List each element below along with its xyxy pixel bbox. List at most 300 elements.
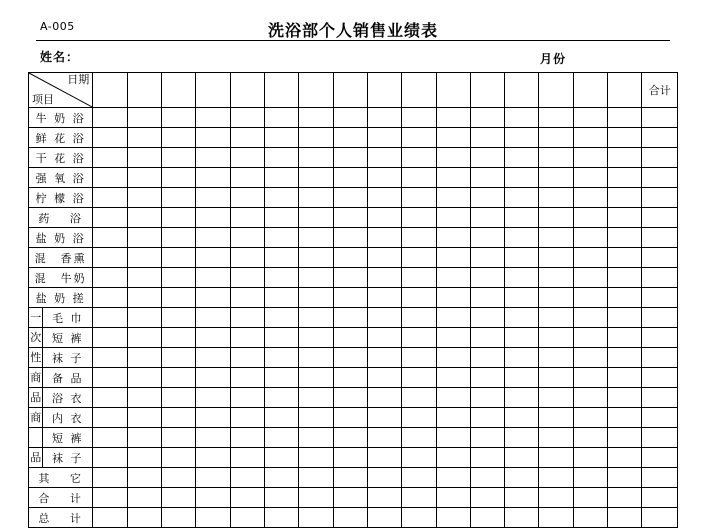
data-cell[interactable] bbox=[333, 128, 367, 148]
row-total-cell[interactable] bbox=[642, 208, 678, 228]
data-cell[interactable] bbox=[333, 308, 367, 328]
data-cell[interactable] bbox=[264, 108, 298, 128]
data-cell[interactable] bbox=[196, 268, 230, 288]
data-cell[interactable] bbox=[93, 188, 127, 208]
data-cell[interactable] bbox=[196, 228, 230, 248]
data-cell[interactable] bbox=[539, 348, 573, 368]
data-cell[interactable] bbox=[161, 428, 195, 448]
row-total-cell[interactable] bbox=[642, 128, 678, 148]
data-cell[interactable] bbox=[264, 188, 298, 208]
data-cell[interactable] bbox=[264, 248, 298, 268]
data-cell[interactable] bbox=[93, 508, 127, 528]
data-cell[interactable] bbox=[436, 128, 470, 148]
data-cell[interactable] bbox=[470, 488, 504, 508]
data-cell[interactable] bbox=[333, 228, 367, 248]
data-cell[interactable] bbox=[608, 468, 642, 488]
data-cell[interactable] bbox=[608, 248, 642, 268]
data-cell[interactable] bbox=[93, 268, 127, 288]
data-cell[interactable] bbox=[264, 488, 298, 508]
data-cell[interactable] bbox=[93, 428, 127, 448]
data-cell[interactable] bbox=[93, 168, 127, 188]
data-cell[interactable] bbox=[436, 228, 470, 248]
data-cell[interactable] bbox=[539, 248, 573, 268]
data-cell[interactable] bbox=[127, 168, 161, 188]
data-cell[interactable] bbox=[573, 248, 607, 268]
data-cell[interactable] bbox=[573, 488, 607, 508]
data-cell[interactable] bbox=[299, 128, 333, 148]
row-total-cell[interactable] bbox=[642, 168, 678, 188]
data-cell[interactable] bbox=[573, 408, 607, 428]
header-day-cell[interactable] bbox=[505, 73, 539, 108]
data-cell[interactable] bbox=[127, 228, 161, 248]
header-day-cell[interactable] bbox=[573, 73, 607, 108]
data-cell[interactable] bbox=[539, 168, 573, 188]
data-cell[interactable] bbox=[505, 348, 539, 368]
header-day-cell[interactable] bbox=[470, 73, 504, 108]
data-cell[interactable] bbox=[436, 428, 470, 448]
data-cell[interactable] bbox=[299, 408, 333, 428]
data-cell[interactable] bbox=[127, 288, 161, 308]
data-cell[interactable] bbox=[299, 348, 333, 368]
data-cell[interactable] bbox=[539, 408, 573, 428]
data-cell[interactable] bbox=[333, 188, 367, 208]
data-cell[interactable] bbox=[333, 428, 367, 448]
data-cell[interactable] bbox=[161, 508, 195, 528]
data-cell[interactable] bbox=[470, 468, 504, 488]
data-cell[interactable] bbox=[608, 268, 642, 288]
data-cell[interactable] bbox=[470, 168, 504, 188]
data-cell[interactable] bbox=[264, 308, 298, 328]
data-cell[interactable] bbox=[196, 188, 230, 208]
row-total-cell[interactable] bbox=[642, 468, 678, 488]
data-cell[interactable] bbox=[333, 168, 367, 188]
data-cell[interactable] bbox=[367, 388, 401, 408]
data-cell[interactable] bbox=[93, 148, 127, 168]
row-total-cell[interactable] bbox=[642, 388, 678, 408]
data-cell[interactable] bbox=[539, 488, 573, 508]
data-cell[interactable] bbox=[539, 508, 573, 528]
data-cell[interactable] bbox=[436, 388, 470, 408]
data-cell[interactable] bbox=[539, 148, 573, 168]
data-cell[interactable] bbox=[333, 268, 367, 288]
data-cell[interactable] bbox=[161, 288, 195, 308]
data-cell[interactable] bbox=[608, 228, 642, 248]
data-cell[interactable] bbox=[264, 408, 298, 428]
data-cell[interactable] bbox=[470, 428, 504, 448]
data-cell[interactable] bbox=[436, 508, 470, 528]
data-cell[interactable] bbox=[539, 368, 573, 388]
data-cell[interactable] bbox=[127, 468, 161, 488]
data-cell[interactable] bbox=[539, 468, 573, 488]
data-cell[interactable] bbox=[196, 248, 230, 268]
data-cell[interactable] bbox=[539, 428, 573, 448]
data-cell[interactable] bbox=[161, 408, 195, 428]
data-cell[interactable] bbox=[436, 268, 470, 288]
row-total-cell[interactable] bbox=[642, 148, 678, 168]
data-cell[interactable] bbox=[505, 508, 539, 528]
data-cell[interactable] bbox=[127, 308, 161, 328]
data-cell[interactable] bbox=[608, 408, 642, 428]
data-cell[interactable] bbox=[161, 268, 195, 288]
data-cell[interactable] bbox=[333, 208, 367, 228]
data-cell[interactable] bbox=[573, 228, 607, 248]
data-cell[interactable] bbox=[299, 208, 333, 228]
data-cell[interactable] bbox=[573, 428, 607, 448]
row-total-cell[interactable] bbox=[642, 228, 678, 248]
header-day-cell[interactable] bbox=[230, 73, 264, 108]
data-cell[interactable] bbox=[505, 488, 539, 508]
data-cell[interactable] bbox=[470, 388, 504, 408]
data-cell[interactable] bbox=[161, 308, 195, 328]
data-cell[interactable] bbox=[505, 388, 539, 408]
header-day-cell[interactable] bbox=[333, 73, 367, 108]
data-cell[interactable] bbox=[93, 388, 127, 408]
data-cell[interactable] bbox=[127, 208, 161, 228]
data-cell[interactable] bbox=[367, 128, 401, 148]
data-cell[interactable] bbox=[367, 268, 401, 288]
data-cell[interactable] bbox=[127, 108, 161, 128]
data-cell[interactable] bbox=[196, 308, 230, 328]
data-cell[interactable] bbox=[436, 168, 470, 188]
data-cell[interactable] bbox=[230, 348, 264, 368]
data-cell[interactable] bbox=[539, 108, 573, 128]
data-cell[interactable] bbox=[470, 308, 504, 328]
data-cell[interactable] bbox=[299, 448, 333, 468]
row-total-cell[interactable] bbox=[642, 408, 678, 428]
data-cell[interactable] bbox=[505, 128, 539, 148]
data-cell[interactable] bbox=[539, 128, 573, 148]
data-cell[interactable] bbox=[264, 328, 298, 348]
data-cell[interactable] bbox=[93, 208, 127, 228]
data-cell[interactable] bbox=[333, 448, 367, 468]
data-cell[interactable] bbox=[299, 108, 333, 128]
data-cell[interactable] bbox=[505, 168, 539, 188]
data-cell[interactable] bbox=[230, 108, 264, 128]
data-cell[interactable] bbox=[196, 168, 230, 188]
data-cell[interactable] bbox=[127, 368, 161, 388]
data-cell[interactable] bbox=[573, 288, 607, 308]
data-cell[interactable] bbox=[367, 288, 401, 308]
data-cell[interactable] bbox=[161, 128, 195, 148]
data-cell[interactable] bbox=[505, 268, 539, 288]
data-cell[interactable] bbox=[573, 168, 607, 188]
data-cell[interactable] bbox=[436, 368, 470, 388]
data-cell[interactable] bbox=[608, 448, 642, 468]
data-cell[interactable] bbox=[333, 108, 367, 128]
data-cell[interactable] bbox=[402, 328, 436, 348]
data-cell[interactable] bbox=[539, 188, 573, 208]
data-cell[interactable] bbox=[196, 208, 230, 228]
data-cell[interactable] bbox=[161, 248, 195, 268]
data-cell[interactable] bbox=[299, 288, 333, 308]
data-cell[interactable] bbox=[230, 508, 264, 528]
data-cell[interactable] bbox=[505, 408, 539, 428]
data-cell[interactable] bbox=[93, 308, 127, 328]
data-cell[interactable] bbox=[264, 168, 298, 188]
data-cell[interactable] bbox=[264, 388, 298, 408]
data-cell[interactable] bbox=[264, 348, 298, 368]
data-cell[interactable] bbox=[470, 448, 504, 468]
data-cell[interactable] bbox=[230, 308, 264, 328]
data-cell[interactable] bbox=[230, 208, 264, 228]
data-cell[interactable] bbox=[402, 488, 436, 508]
data-cell[interactable] bbox=[470, 348, 504, 368]
data-cell[interactable] bbox=[93, 128, 127, 148]
data-cell[interactable] bbox=[505, 308, 539, 328]
data-cell[interactable] bbox=[436, 108, 470, 128]
data-cell[interactable] bbox=[299, 488, 333, 508]
data-cell[interactable] bbox=[230, 228, 264, 248]
data-cell[interactable] bbox=[230, 408, 264, 428]
data-cell[interactable] bbox=[436, 208, 470, 228]
data-cell[interactable] bbox=[196, 108, 230, 128]
data-cell[interactable] bbox=[367, 508, 401, 528]
data-cell[interactable] bbox=[367, 228, 401, 248]
data-cell[interactable] bbox=[436, 408, 470, 428]
data-cell[interactable] bbox=[161, 168, 195, 188]
data-cell[interactable] bbox=[93, 228, 127, 248]
data-cell[interactable] bbox=[470, 508, 504, 528]
data-cell[interactable] bbox=[436, 288, 470, 308]
data-cell[interactable] bbox=[333, 288, 367, 308]
data-cell[interactable] bbox=[608, 488, 642, 508]
data-cell[interactable] bbox=[470, 128, 504, 148]
data-cell[interactable] bbox=[470, 108, 504, 128]
data-cell[interactable] bbox=[299, 508, 333, 528]
data-cell[interactable] bbox=[127, 448, 161, 468]
data-cell[interactable] bbox=[93, 348, 127, 368]
data-cell[interactable] bbox=[196, 128, 230, 148]
data-cell[interactable] bbox=[505, 108, 539, 128]
data-cell[interactable] bbox=[196, 408, 230, 428]
data-cell[interactable] bbox=[196, 368, 230, 388]
data-cell[interactable] bbox=[127, 508, 161, 528]
data-cell[interactable] bbox=[436, 248, 470, 268]
data-cell[interactable] bbox=[161, 188, 195, 208]
header-day-cell[interactable] bbox=[127, 73, 161, 108]
data-cell[interactable] bbox=[573, 268, 607, 288]
data-cell[interactable] bbox=[161, 368, 195, 388]
data-cell[interactable] bbox=[505, 248, 539, 268]
data-cell[interactable] bbox=[196, 488, 230, 508]
data-cell[interactable] bbox=[367, 168, 401, 188]
data-cell[interactable] bbox=[470, 368, 504, 388]
data-cell[interactable] bbox=[264, 468, 298, 488]
data-cell[interactable] bbox=[573, 328, 607, 348]
data-cell[interactable] bbox=[539, 228, 573, 248]
row-total-cell[interactable] bbox=[642, 488, 678, 508]
data-cell[interactable] bbox=[402, 188, 436, 208]
data-cell[interactable] bbox=[505, 468, 539, 488]
data-cell[interactable] bbox=[436, 488, 470, 508]
data-cell[interactable] bbox=[230, 188, 264, 208]
data-cell[interactable] bbox=[230, 148, 264, 168]
data-cell[interactable] bbox=[539, 388, 573, 408]
data-cell[interactable] bbox=[333, 248, 367, 268]
header-day-cell[interactable] bbox=[161, 73, 195, 108]
data-cell[interactable] bbox=[573, 148, 607, 168]
data-cell[interactable] bbox=[470, 208, 504, 228]
row-total-cell[interactable] bbox=[642, 268, 678, 288]
data-cell[interactable] bbox=[333, 388, 367, 408]
data-cell[interactable] bbox=[127, 128, 161, 148]
data-cell[interactable] bbox=[230, 248, 264, 268]
row-total-cell[interactable] bbox=[642, 428, 678, 448]
data-cell[interactable] bbox=[93, 468, 127, 488]
data-cell[interactable] bbox=[367, 248, 401, 268]
data-cell[interactable] bbox=[436, 148, 470, 168]
data-cell[interactable] bbox=[367, 148, 401, 168]
data-cell[interactable] bbox=[608, 208, 642, 228]
data-cell[interactable] bbox=[505, 148, 539, 168]
data-cell[interactable] bbox=[230, 268, 264, 288]
data-cell[interactable] bbox=[333, 408, 367, 428]
data-cell[interactable] bbox=[608, 368, 642, 388]
data-cell[interactable] bbox=[470, 148, 504, 168]
data-cell[interactable] bbox=[230, 168, 264, 188]
row-total-cell[interactable] bbox=[642, 108, 678, 128]
data-cell[interactable] bbox=[264, 128, 298, 148]
data-cell[interactable] bbox=[93, 108, 127, 128]
data-cell[interactable] bbox=[161, 148, 195, 168]
data-cell[interactable] bbox=[573, 308, 607, 328]
data-cell[interactable] bbox=[93, 368, 127, 388]
data-cell[interactable] bbox=[367, 188, 401, 208]
row-total-cell[interactable] bbox=[642, 328, 678, 348]
header-day-cell[interactable] bbox=[608, 73, 642, 108]
data-cell[interactable] bbox=[402, 408, 436, 428]
data-cell[interactable] bbox=[161, 488, 195, 508]
header-day-cell[interactable] bbox=[402, 73, 436, 108]
data-cell[interactable] bbox=[127, 388, 161, 408]
data-cell[interactable] bbox=[127, 488, 161, 508]
data-cell[interactable] bbox=[402, 228, 436, 248]
data-cell[interactable] bbox=[299, 388, 333, 408]
data-cell[interactable] bbox=[93, 408, 127, 428]
data-cell[interactable] bbox=[196, 428, 230, 448]
data-cell[interactable] bbox=[402, 508, 436, 528]
data-cell[interactable] bbox=[608, 388, 642, 408]
data-cell[interactable] bbox=[505, 288, 539, 308]
data-cell[interactable] bbox=[436, 348, 470, 368]
data-cell[interactable] bbox=[230, 448, 264, 468]
header-day-cell[interactable] bbox=[264, 73, 298, 108]
data-cell[interactable] bbox=[402, 208, 436, 228]
data-cell[interactable] bbox=[573, 108, 607, 128]
data-cell[interactable] bbox=[161, 328, 195, 348]
data-cell[interactable] bbox=[161, 208, 195, 228]
data-cell[interactable] bbox=[402, 248, 436, 268]
data-cell[interactable] bbox=[196, 328, 230, 348]
data-cell[interactable] bbox=[367, 108, 401, 128]
data-cell[interactable] bbox=[230, 388, 264, 408]
data-cell[interactable] bbox=[539, 328, 573, 348]
data-cell[interactable] bbox=[196, 348, 230, 368]
data-cell[interactable] bbox=[299, 468, 333, 488]
data-cell[interactable] bbox=[573, 208, 607, 228]
data-cell[interactable] bbox=[230, 488, 264, 508]
data-cell[interactable] bbox=[436, 308, 470, 328]
data-cell[interactable] bbox=[93, 488, 127, 508]
data-cell[interactable] bbox=[127, 148, 161, 168]
row-total-cell[interactable] bbox=[642, 368, 678, 388]
data-cell[interactable] bbox=[127, 248, 161, 268]
data-cell[interactable] bbox=[230, 328, 264, 348]
header-day-cell[interactable] bbox=[539, 73, 573, 108]
data-cell[interactable] bbox=[127, 188, 161, 208]
data-cell[interactable] bbox=[608, 188, 642, 208]
data-cell[interactable] bbox=[230, 428, 264, 448]
data-cell[interactable] bbox=[573, 448, 607, 468]
data-cell[interactable] bbox=[299, 228, 333, 248]
row-total-cell[interactable] bbox=[642, 288, 678, 308]
data-cell[interactable] bbox=[539, 308, 573, 328]
data-cell[interactable] bbox=[573, 388, 607, 408]
data-cell[interactable] bbox=[196, 448, 230, 468]
data-cell[interactable] bbox=[367, 468, 401, 488]
data-cell[interactable] bbox=[608, 108, 642, 128]
data-cell[interactable] bbox=[470, 228, 504, 248]
data-cell[interactable] bbox=[161, 108, 195, 128]
data-cell[interactable] bbox=[196, 388, 230, 408]
data-cell[interactable] bbox=[299, 168, 333, 188]
data-cell[interactable] bbox=[539, 448, 573, 468]
data-cell[interactable] bbox=[402, 468, 436, 488]
data-cell[interactable] bbox=[402, 348, 436, 368]
data-cell[interactable] bbox=[436, 468, 470, 488]
data-cell[interactable] bbox=[608, 288, 642, 308]
data-cell[interactable] bbox=[608, 148, 642, 168]
data-cell[interactable] bbox=[402, 388, 436, 408]
data-cell[interactable] bbox=[264, 268, 298, 288]
data-cell[interactable] bbox=[470, 248, 504, 268]
data-cell[interactable] bbox=[264, 228, 298, 248]
data-cell[interactable] bbox=[402, 288, 436, 308]
data-cell[interactable] bbox=[608, 168, 642, 188]
data-cell[interactable] bbox=[196, 468, 230, 488]
row-total-cell[interactable] bbox=[642, 348, 678, 368]
data-cell[interactable] bbox=[436, 188, 470, 208]
data-cell[interactable] bbox=[299, 248, 333, 268]
data-cell[interactable] bbox=[127, 328, 161, 348]
data-cell[interactable] bbox=[608, 128, 642, 148]
data-cell[interactable] bbox=[505, 328, 539, 348]
data-cell[interactable] bbox=[608, 308, 642, 328]
data-cell[interactable] bbox=[367, 448, 401, 468]
data-cell[interactable] bbox=[539, 268, 573, 288]
data-cell[interactable] bbox=[402, 268, 436, 288]
data-cell[interactable] bbox=[436, 328, 470, 348]
data-cell[interactable] bbox=[608, 508, 642, 528]
data-cell[interactable] bbox=[196, 148, 230, 168]
data-cell[interactable] bbox=[505, 208, 539, 228]
data-cell[interactable] bbox=[299, 328, 333, 348]
data-cell[interactable] bbox=[573, 188, 607, 208]
data-cell[interactable] bbox=[402, 128, 436, 148]
data-cell[interactable] bbox=[402, 108, 436, 128]
data-cell[interactable] bbox=[608, 328, 642, 348]
data-cell[interactable] bbox=[333, 468, 367, 488]
data-cell[interactable] bbox=[402, 148, 436, 168]
data-cell[interactable] bbox=[505, 428, 539, 448]
data-cell[interactable] bbox=[127, 348, 161, 368]
data-cell[interactable] bbox=[93, 448, 127, 468]
data-cell[interactable] bbox=[230, 468, 264, 488]
data-cell[interactable] bbox=[402, 308, 436, 328]
data-cell[interactable] bbox=[264, 428, 298, 448]
data-cell[interactable] bbox=[127, 268, 161, 288]
data-cell[interactable] bbox=[333, 348, 367, 368]
